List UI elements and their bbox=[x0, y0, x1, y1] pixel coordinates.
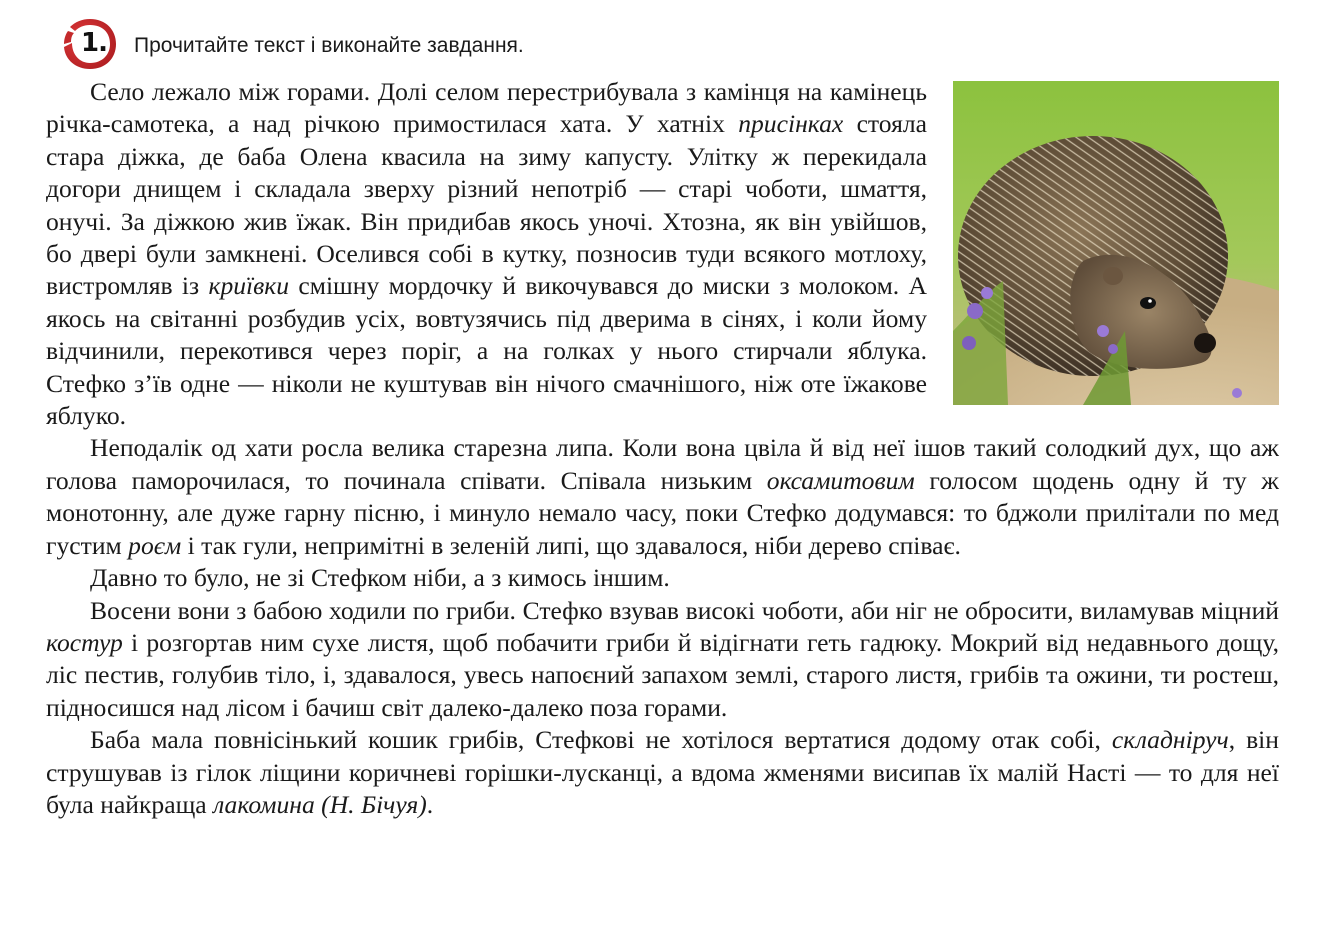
paragraph-3: Давно то було, не зі Стефком ніби, а з кимось іншим. bbox=[90, 563, 670, 593]
italic-word: присінках bbox=[738, 109, 844, 139]
italic-word: криївки bbox=[208, 271, 290, 301]
reading-text bbox=[46, 76, 1279, 821]
paragraph-2: Неподалік од хати росла велика старезна липа. Коли вона цвіла й від неї ішов такий солодкий дух, що аж голова паморочилася, то починала співати. Співала низьким оксамитовим голосом щодень одну й ту ж монотонну, але дуже гарну пісню, і минуло немало часу, поки Стефко додумався: то бджоли прилітали по мед густим роєм і так гули, непримітні в зеленій липі, що здавалося, ніби дерево співає. bbox=[46, 433, 1279, 560]
task-instruction: Прочитайте текст і виконайте завдання. bbox=[134, 34, 524, 57]
hedgehog-photo-icon bbox=[953, 81, 1279, 405]
hedgehog-photo bbox=[953, 81, 1279, 411]
italic-word: роєм bbox=[128, 530, 182, 560]
paragraph-4: Восени вони з бабою ходили по гриби. Стефко взував високі чоботи, аби ніг не обросити, виламував міцний костур і розгортав ним сухе листя, щоб побачити гриби й відігнати геть гадюку. Мокрий від недавнього дощу, ліс пестив, голубив тіло, і, здавалося, увесь напоєний запахом землі, старого листя, грибів та ожини, ти ростеш, підносишся над лісом і бачиш світ далеко-далеко поза горами. bbox=[46, 595, 1279, 722]
italic-word: складніруч bbox=[1111, 725, 1229, 755]
paragraph-5: Баба мала повнісінький кошик грибів, Стефкові не хотілося вертатися додому отак собі, складніруч, він струшував із гілок ліщини коричневі горішки-лусканці, а вдома жменями висипав їх малій Насті — то для неї була найкраща лакомина (Н. Бічуя). bbox=[46, 725, 1279, 819]
italic-word: костур bbox=[46, 627, 123, 657]
task-header bbox=[62, 17, 524, 71]
task-number-badge bbox=[62, 17, 118, 71]
paragraph-1: Село лежало між горами. Долі селом перестрибувала з камінця на камінець річка-самотека, а над річкою примостилася хата. У хатніх присінках стояла стара діжка, де баба Олена квасила на зиму капусту. Улітку ж перекидала догори днищем і складала зверху різний непотріб — старі чоботи, шмаття, онучі. За діжкою жив їжак. Він придибав якось уночі. Хтозна, як він увійшов, бо двері були замкнені. Оселився собі в кутку, позносив туди всякого мотлоху, вистромляв із криївки смішну мордочку й викочувався до миски з молоком. А якось на світанні розбудив усіх, вовтузячись під дверима в сінях, і коли йому відчинили, перекотився через поріг, а на голках у нього стирчали яблука. Стефко з’їв одне — ніколи не куштував він нічого смачнішого, ніж оте їжакове яблуко. bbox=[46, 77, 927, 431]
italic-word: лакомина (Н. Бічуя) bbox=[213, 789, 427, 819]
italic-word: оксамитовим bbox=[766, 465, 915, 495]
task-number: 1. bbox=[81, 28, 107, 58]
